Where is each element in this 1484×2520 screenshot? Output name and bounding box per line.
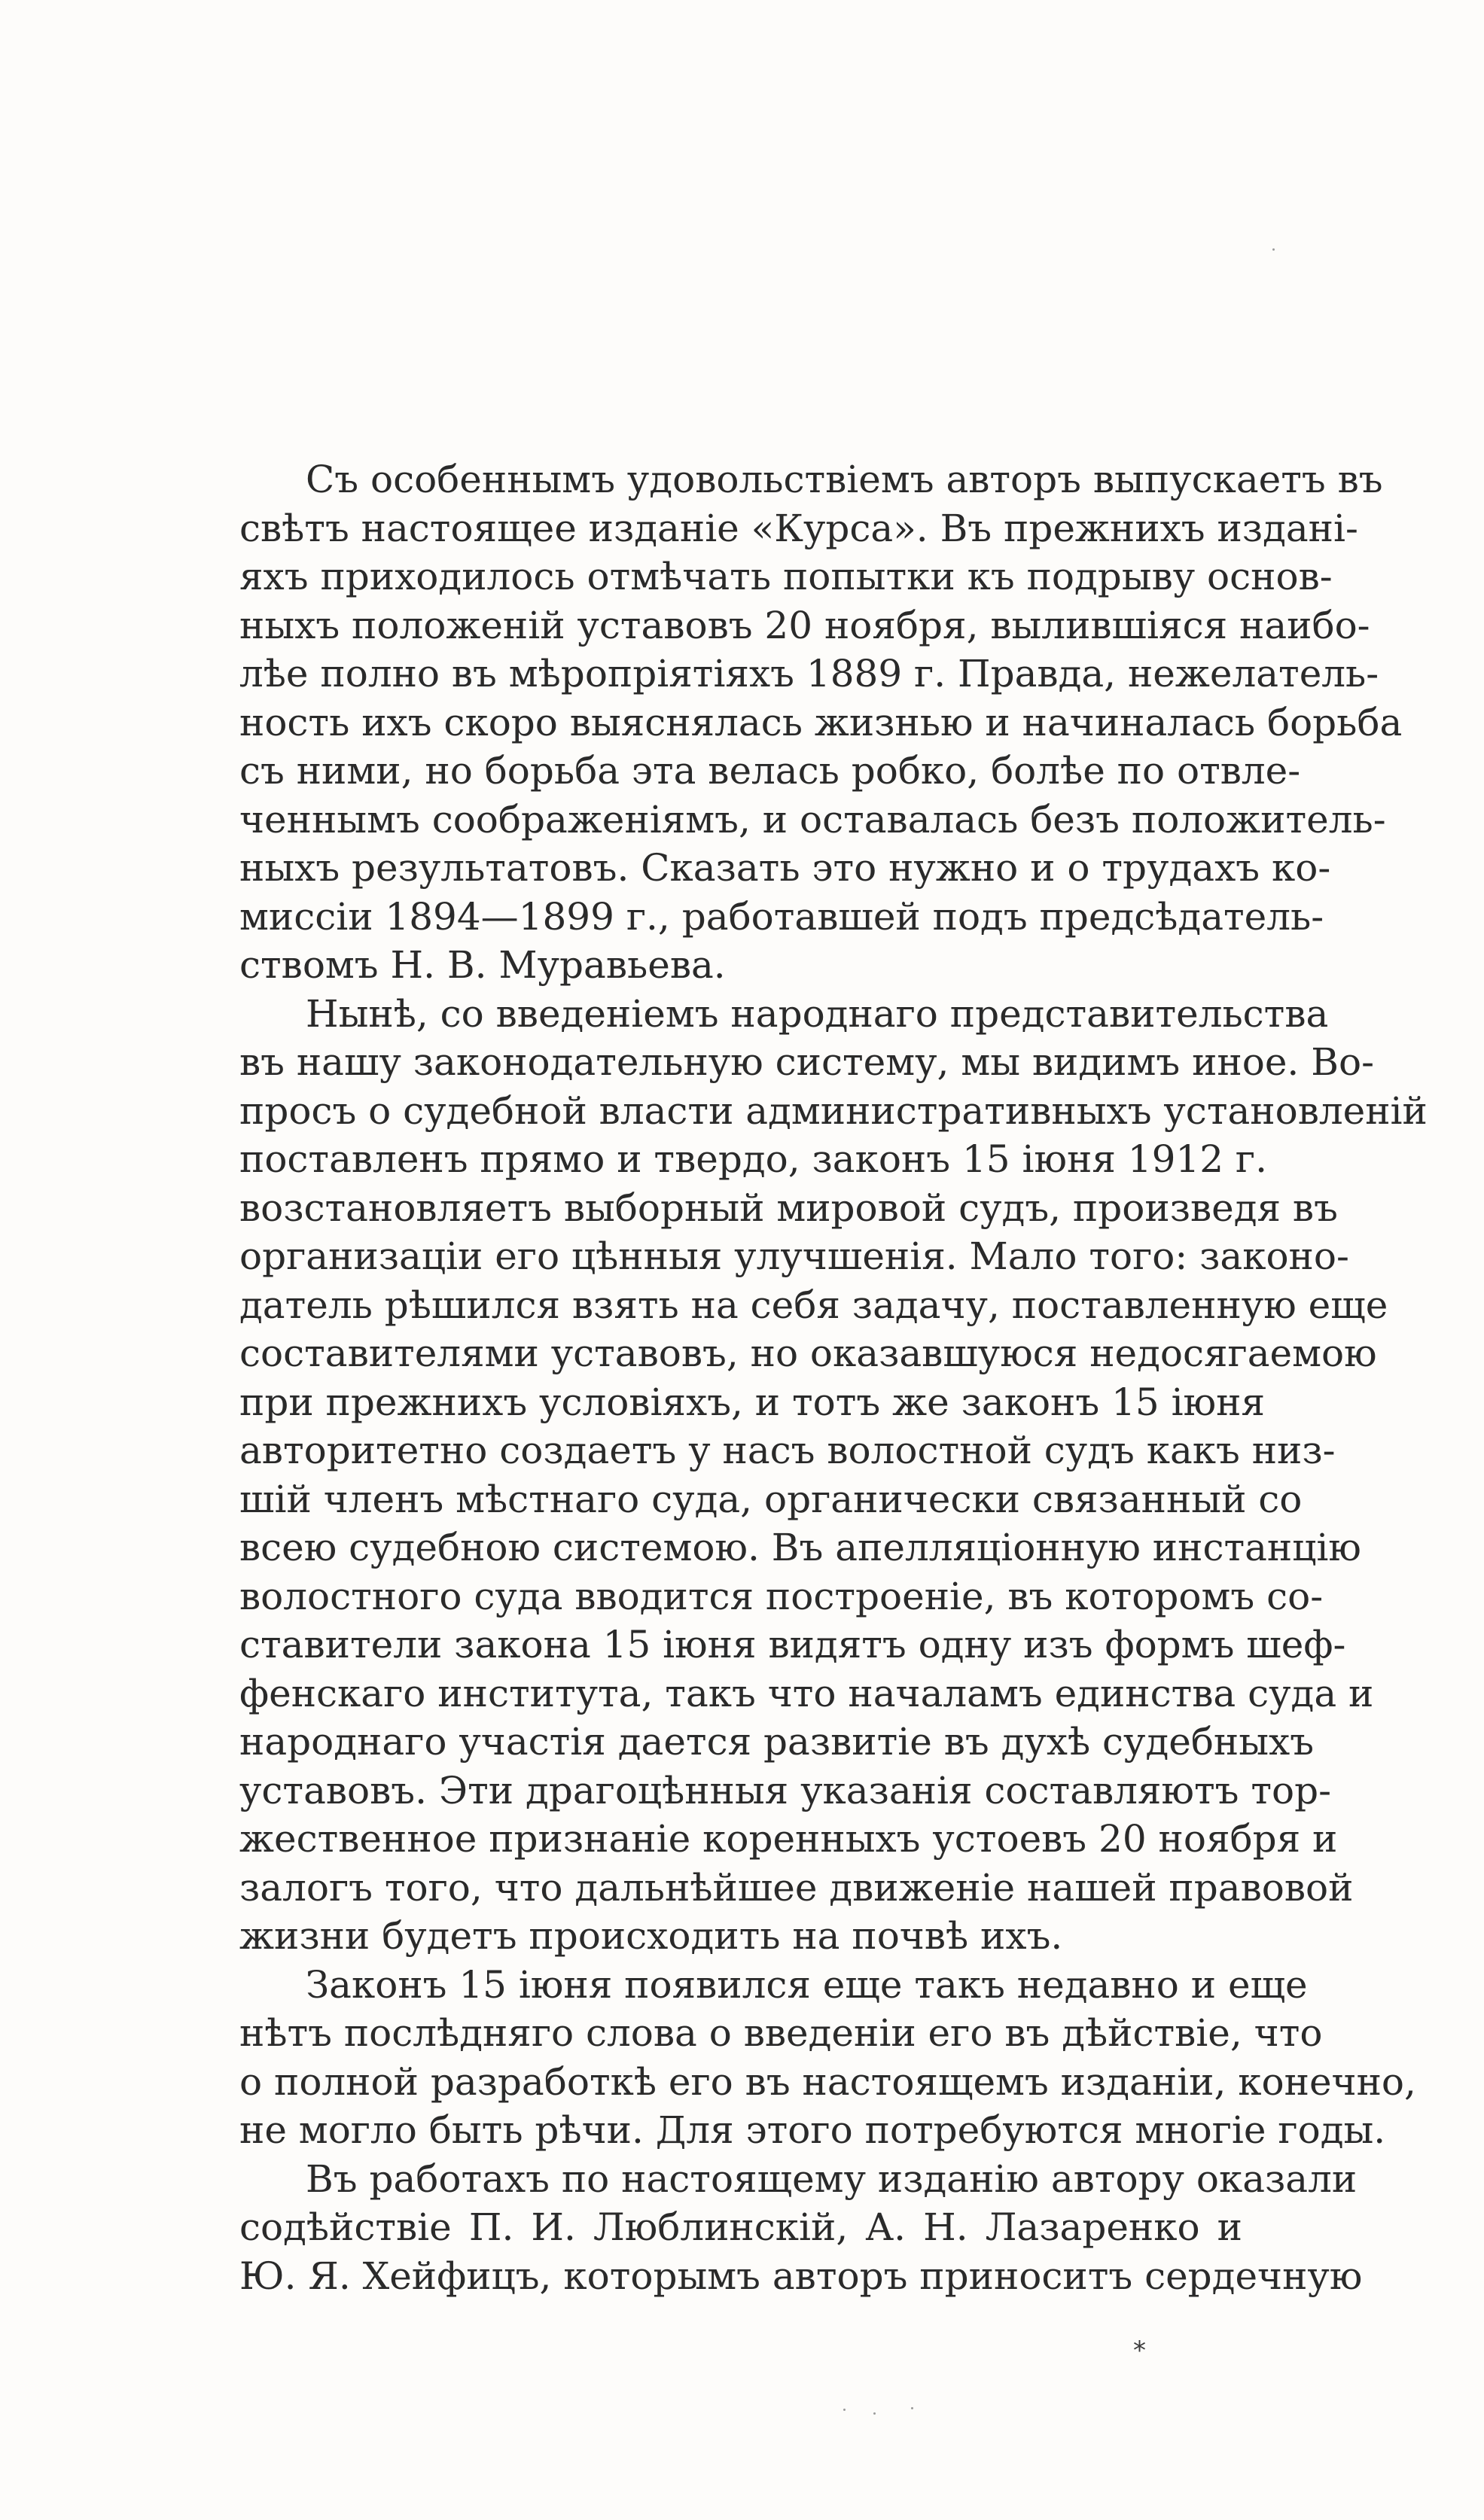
text-line: шій членъ мѣстнаго суда, органически связанный со: [239, 1477, 1303, 1521]
paper-speck: [843, 2409, 846, 2411]
text-line: о полной разработкѣ его въ настоящемъ изданіи, конечно,: [239, 2059, 1416, 2104]
text-line: жизни будетъ происходить на почвѣ ихъ.: [239, 1914, 1063, 1958]
text-line: яхъ приходилось отмѣчать попытки къ подрыву основ-: [239, 555, 1333, 598]
text-line: ставители закона 15 іюня видятъ одну изъ формъ шеф-: [239, 1623, 1346, 1666]
text-line: ченнымъ соображеніямъ, и оставалась безъ положитель-: [239, 797, 1386, 842]
text-line: миссіи 1894—1899 г., работавшей подъ предсѣдатель-: [239, 894, 1324, 939]
text-line: ныхъ результатовъ. Сказать это нужно и о трудахъ ко-: [239, 846, 1331, 890]
paragraph-2: [239, 990, 1428, 1961]
text-line: ствомъ Н. В. Муравьева.: [239, 943, 726, 987]
text-line: жественное признаніе коренныхъ устоевъ 20 ноября и: [239, 1817, 1338, 1861]
text-line: просъ о судебной власти административныхъ установленій: [239, 1088, 1428, 1133]
text-line: залогъ того, что дальнѣйшее движеніе нашей правовой: [239, 1865, 1354, 1910]
text-line: съ ними, но борьба эта велась робко, болѣе по отвле-: [239, 749, 1301, 793]
text-line: Законъ 15 іюня появился еще такъ недавно и еще: [306, 1962, 1308, 2007]
paper-speck: [873, 2412, 876, 2415]
text-line: лѣе полно въ мѣропріятіяхъ 1889 г. Правда, нежелатель-: [239, 652, 1379, 695]
text-line: поставленъ прямо и твердо, законъ 15 іюня 1912 г.: [239, 1137, 1267, 1181]
text-line: датель рѣшился взять на себя задачу, поставленную еще: [239, 1283, 1388, 1327]
text-line: Ю. Я. Хейфицъ, которымъ авторъ приноситъ сердечную: [239, 2254, 1363, 2298]
text-line: уставовъ. Эти драгоцѣнныя указанія составляютъ тор-: [239, 1768, 1332, 1812]
text-line: Съ особеннымъ удовольствіемъ авторъ выпускаетъ въ: [306, 458, 1383, 501]
text-line: не могло быть рѣчи. Для этого потребуются многіе годы.: [239, 2108, 1386, 2152]
paper-speck: [911, 2407, 913, 2409]
text-line: содѣйствіе П. И. Люблинскій, А. Н. Лазаренко и: [239, 2205, 1242, 2249]
text-line: Нынѣ, со введеніемъ народнаго представительства: [306, 991, 1329, 1036]
paper-speck: [1272, 248, 1275, 251]
text-line: въ нашу законодательную систему, мы видимъ иное. Во-: [239, 1040, 1374, 1084]
text-line: народнаго участія дается развитіе въ духѣ судебныхъ: [239, 1720, 1315, 1764]
text-line: Въ работахъ по настоящему изданію автору оказали: [306, 2156, 1358, 2201]
body-text: [239, 455, 1428, 2300]
text-line: составителями уставовъ, но оказавшуюся недосягаемою: [239, 1332, 1377, 1375]
text-line: фенскаго института, такъ что началамъ единства суда и: [239, 1671, 1374, 1715]
text-line: свѣтъ настоящее изданіе «Курса». Въ прежнихъ издані-: [239, 506, 1358, 550]
paragraph-4: [239, 2155, 1363, 2301]
text-line: ныхъ положеній уставовъ 20 ноября, вылившіяся наибо-: [239, 603, 1370, 647]
text-line: ность ихъ скоро выяснялась жизнью и начиналась борьба: [239, 700, 1403, 744]
text-line: возстановляетъ выборный мировой судъ, произведя въ: [239, 1185, 1338, 1230]
text-line: организаціи его цѣнныя улучшенія. Мало того: законо-: [239, 1234, 1349, 1278]
text-line: при прежнихъ условіяхъ, и тотъ же законъ 15 іюня: [239, 1380, 1265, 1424]
paragraph-1: [239, 455, 1403, 990]
catchword-mark: *: [1133, 2336, 1146, 2366]
text-line: всею судебною системою. Въ апелляціонную инстанцію: [239, 1526, 1361, 1569]
text-line: авторитетно создаетъ у насъ волостной судъ какъ низ-: [239, 1429, 1336, 1472]
paragraph-3: [239, 1961, 1416, 2155]
text-line: волостного суда вводится построеніе, въ которомъ со-: [239, 1574, 1324, 1618]
text-line: нѣтъ послѣдняго слова о введеніи его въ дѣйствіе, что: [239, 2011, 1323, 2055]
